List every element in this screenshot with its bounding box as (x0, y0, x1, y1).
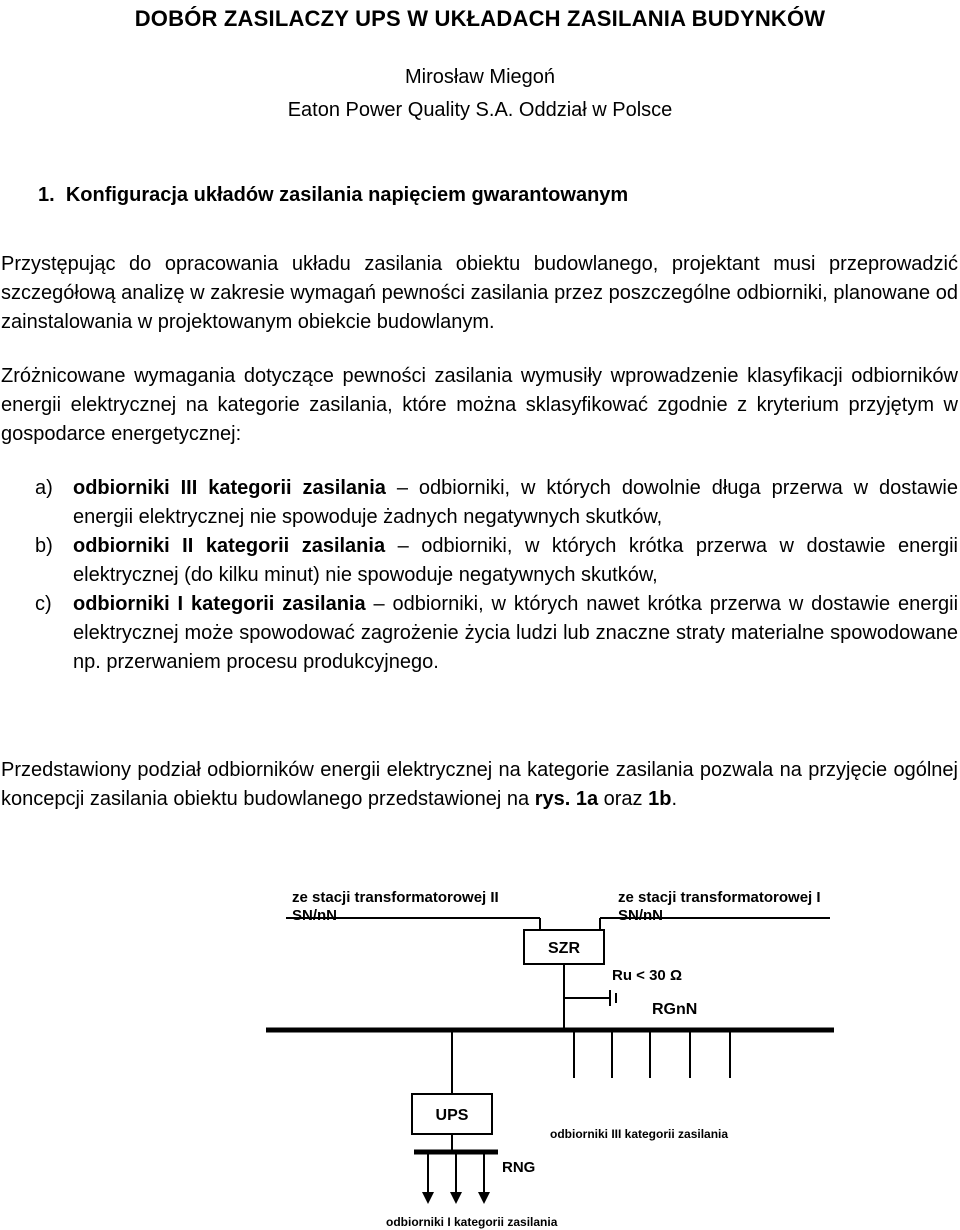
list-item (1, 474, 958, 532)
source-ii-label-line1: ze stacji transformatorowej II (292, 889, 499, 906)
source-i-label-line1: ze stacji transformatorowej I (618, 889, 821, 906)
list-item-text: – odbiorniki, w których dowolnie długa przerwa w dostawie energii elektrycznej nie spowoduje żadnych negatywnych skutków, (73, 477, 958, 528)
document-title: DOBÓR ZASILACZY UPS W UKŁADACH ZASILANIA BUDYNKÓW (134, 6, 826, 31)
szr-label: SZR (548, 940, 580, 957)
load-arrow-i-3 (478, 1192, 490, 1204)
rgnn-label: RGnN (652, 1001, 698, 1018)
list-item-label: b) (35, 535, 53, 557)
loads-i-label: odbiorniki I kategorii zasilania (386, 1215, 558, 1229)
list-item-label: a) (35, 477, 53, 499)
list-item-label: c) (35, 593, 52, 615)
section-heading-text: Konfiguracja układów zasilania napięciem gwarantowanym (65, 184, 629, 206)
author-name: Mirosław Miegoń (404, 66, 556, 88)
conclusion-connector: oraz (598, 788, 649, 810)
figure-reference-1b: 1b (648, 788, 672, 810)
author-organization: Eaton Power Quality S.A. Oddział w Polsce (287, 99, 673, 121)
list-item-text: – odbiorniki, w których krótka przerwa w dostawie energii elektrycznej (do kilku minut) nie spowoduje negatywnych skutków, (73, 535, 959, 586)
ups-label: UPS (435, 1107, 469, 1124)
source-ii-label-line2: SN/nN (292, 907, 337, 924)
list-item (1, 532, 958, 590)
list-item-term: odbiorniki I kategorii zasilania (73, 593, 366, 615)
list-item (1, 590, 958, 677)
section-number: 1. (38, 184, 55, 206)
paragraph-classification: Zróżnicowane wymagania dotyczące pewności zasilania wymusiły wprowadzenie klasyfikacji odbiorników energii elektrycznej na kategorie zasilania, które można sklasyfikować zgodnie z kryterium przyjętym w gospodarce energetycznej: (1, 365, 958, 445)
paragraph-intro: Przystępując do opracowania układu zasilania obiektu budowlanego, projektant musi przeprowadzić szczegółową analizę w zakresie wymagań pewności zasilania przez poszczególne odbiorniki, planowane od zainstalowania w projektowanym obiekcie budowlanym. (1, 253, 958, 333)
section-heading (38, 184, 628, 207)
power-supply-diagram (0, 850, 960, 1230)
conclusion-end: . (671, 788, 678, 810)
load-arrow-i-1 (422, 1192, 434, 1204)
conclusion-text: Przedstawiony podział odbiorników energii elektrycznej na kategorie zasilania pozwala na przyjęcie ogólnej koncepcji zasilania obiektu budowlanego przedstawionej na (1, 759, 958, 810)
source-i-label-line2: SN/nN (618, 907, 663, 924)
load-arrow-i-2 (450, 1192, 462, 1204)
ground-resistance-label: Ru < 30 Ω (612, 967, 682, 984)
paragraph-conclusion (1, 756, 958, 814)
category-list (1, 474, 958, 677)
list-item-text: – odbiorniki, w których nawet krótka przerwa w dostawie energii elektrycznej może spowodować zagrożenie życia ludzi lub znaczne straty materialne spowodowane np. przerwaniem procesu produkcyjnego. (73, 593, 959, 673)
figure-reference-1a: rys. 1a (534, 788, 599, 810)
rng-label: RNG (502, 1159, 536, 1176)
list-item-term: odbiorniki II kategorii zasilania (73, 535, 386, 557)
list-item-term: odbiorniki III kategorii zasilania (73, 477, 386, 499)
loads-iii-label: odbiorniki III kategorii zasilania (550, 1127, 729, 1141)
